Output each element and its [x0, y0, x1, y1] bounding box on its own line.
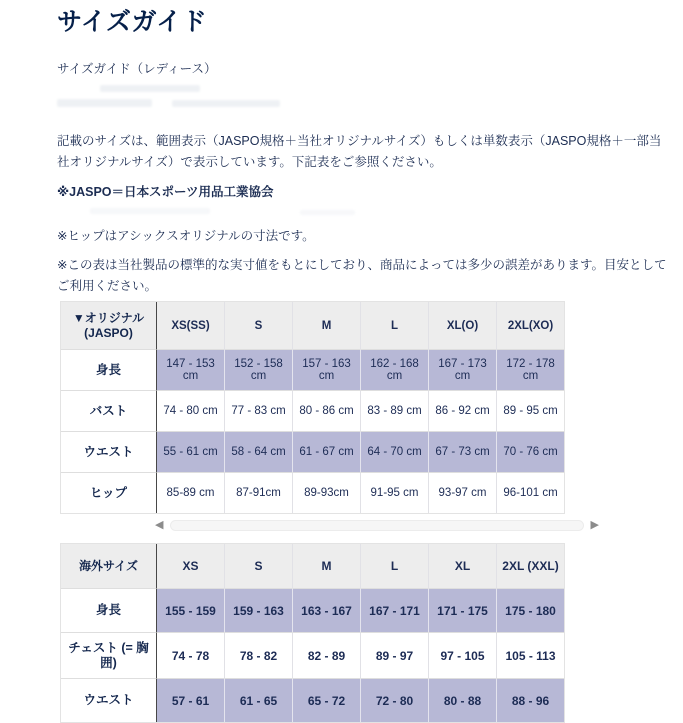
- table-row-height: [61, 588, 564, 632]
- size-value-cell: 80 - 88: [428, 678, 496, 722]
- header-cell-size: L: [360, 544, 428, 588]
- header-original-line2: (JASPO): [84, 325, 133, 340]
- header-cell-size: S: [224, 302, 292, 349]
- table-row-hip: [61, 472, 564, 513]
- size-value-cell: 61 - 65: [224, 678, 292, 722]
- note-jaspo: ※JASPO＝日本スポーツ用品工業協会: [57, 185, 274, 199]
- size-value-cell: 87-91cm: [224, 472, 292, 513]
- ghost-text-artifact: [100, 85, 200, 92]
- size-value-cell: 89-93cm: [292, 472, 360, 513]
- size-value-cell: 152 - 158 cm: [224, 349, 292, 390]
- table-row-waist: [61, 678, 564, 722]
- scroll-track[interactable]: [170, 520, 583, 531]
- size-value-cell: 105 - 113: [496, 632, 564, 678]
- size-value-cell: 55 - 61 cm: [156, 431, 224, 472]
- size-value-cell: 172 - 178 cm: [496, 349, 564, 390]
- note-hip: ※ヒップはアシックスオリジナルの寸法です。: [57, 229, 315, 243]
- page-subtitle: サイズガイド（レディース）: [57, 62, 217, 76]
- size-value-cell: 86 - 92 cm: [428, 390, 496, 431]
- table-row-waist: [61, 431, 564, 472]
- header-cell-size: S: [224, 544, 292, 588]
- size-value-cell: 89 - 95 cm: [496, 390, 564, 431]
- size-value-cell: 72 - 80: [360, 678, 428, 722]
- size-value-cell: 74 - 78: [156, 632, 224, 678]
- size-value-cell: 58 - 64 cm: [224, 431, 292, 472]
- size-value-cell: 167 - 173 cm: [428, 349, 496, 390]
- row-label: ウエスト: [61, 431, 156, 472]
- size-value-cell: 57 - 61: [156, 678, 224, 722]
- table-header-row: [61, 302, 564, 349]
- size-value-cell: 67 - 73 cm: [428, 431, 496, 472]
- table-header-row: [61, 544, 564, 588]
- size-value-cell: 163 - 167: [292, 588, 360, 632]
- note-tolerance: ※この表は当社製品の標準的な実寸値をもとにしており、商品によっては多少の誤差があります。目安としてご利用ください。: [57, 258, 667, 293]
- row-label: 身長: [61, 349, 156, 390]
- row-label: 身長: [61, 588, 156, 632]
- size-value-cell: 159 - 163: [224, 588, 292, 632]
- header-cell-original-jaspo: [61, 302, 156, 349]
- header-cell-size: L: [360, 302, 428, 349]
- scroll-left-icon[interactable]: ◀: [155, 519, 164, 531]
- header-cell-size: XS(SS): [156, 302, 224, 349]
- size-value-cell: 93-97 cm: [428, 472, 496, 513]
- header-cell-size: 2XL (XXL): [496, 544, 564, 588]
- scroll-right-icon[interactable]: ▶: [590, 519, 599, 531]
- size-value-cell: 74 - 80 cm: [156, 390, 224, 431]
- size-value-cell: 89 - 97: [360, 632, 428, 678]
- size-value-cell: 65 - 72: [292, 678, 360, 722]
- row-label: チェスト (= 胸囲): [61, 632, 156, 678]
- row-label: バスト: [61, 390, 156, 431]
- header-cell-size: XS: [156, 544, 224, 588]
- header-cell-size: XL(O): [428, 302, 496, 349]
- size-value-cell: 97 - 105: [428, 632, 496, 678]
- size-value-cell: 64 - 70 cm: [360, 431, 428, 472]
- page-title: サイズガイド: [57, 8, 208, 36]
- table-original-sizes: [60, 301, 565, 514]
- row-label: ウエスト: [61, 678, 156, 722]
- table-row-chest: [61, 632, 564, 678]
- ghost-text-artifact: [90, 208, 210, 214]
- size-value-cell: 162 - 168 cm: [360, 349, 428, 390]
- header-cell-size: 2XL(XO): [496, 302, 564, 349]
- header-original-line1: ▼オリジナル: [72, 310, 145, 325]
- size-value-cell: 96-101 cm: [496, 472, 564, 513]
- size-value-cell: 157 - 163 cm: [292, 349, 360, 390]
- table-row-bust: [61, 390, 564, 431]
- size-value-cell: 83 - 89 cm: [360, 390, 428, 431]
- size-value-cell: 78 - 82: [224, 632, 292, 678]
- size-value-cell: 147 - 153 cm: [156, 349, 224, 390]
- size-value-cell: 175 - 180: [496, 588, 564, 632]
- ghost-text-artifact: [57, 99, 152, 107]
- table-horizontal-scrollbar[interactable]: [155, 518, 599, 532]
- intro-text: 記載のサイズは、範囲表示（JASPO規格＋当社オリジナルサイズ）もしくは単数表示（JASPO規格＋一部当社オリジナルサイズ）で表示しています。下記表をご参照ください。: [57, 134, 662, 169]
- size-value-cell: 91-95 cm: [360, 472, 428, 513]
- size-value-cell: 80 - 86 cm: [292, 390, 360, 431]
- table-overseas-sizes: [60, 543, 565, 723]
- header-cell-size: M: [292, 544, 360, 588]
- header-cell-overseas: 海外サイズ: [61, 544, 156, 588]
- size-value-cell: 82 - 89: [292, 632, 360, 678]
- row-label: ヒップ: [61, 472, 156, 513]
- size-value-cell: 155 - 159: [156, 588, 224, 632]
- size-value-cell: 61 - 67 cm: [292, 431, 360, 472]
- size-value-cell: 88 - 96: [496, 678, 564, 722]
- header-cell-size: XL: [428, 544, 496, 588]
- size-value-cell: 167 - 171: [360, 588, 428, 632]
- size-value-cell: 77 - 83 cm: [224, 390, 292, 431]
- size-value-cell: 171 - 175: [428, 588, 496, 632]
- size-value-cell: 70 - 76 cm: [496, 431, 564, 472]
- size-value-cell: 85-89 cm: [156, 472, 224, 513]
- table-row-height: [61, 349, 564, 390]
- header-cell-size: M: [292, 302, 360, 349]
- ghost-text-artifact: [172, 100, 280, 107]
- ghost-text-artifact: [300, 210, 355, 215]
